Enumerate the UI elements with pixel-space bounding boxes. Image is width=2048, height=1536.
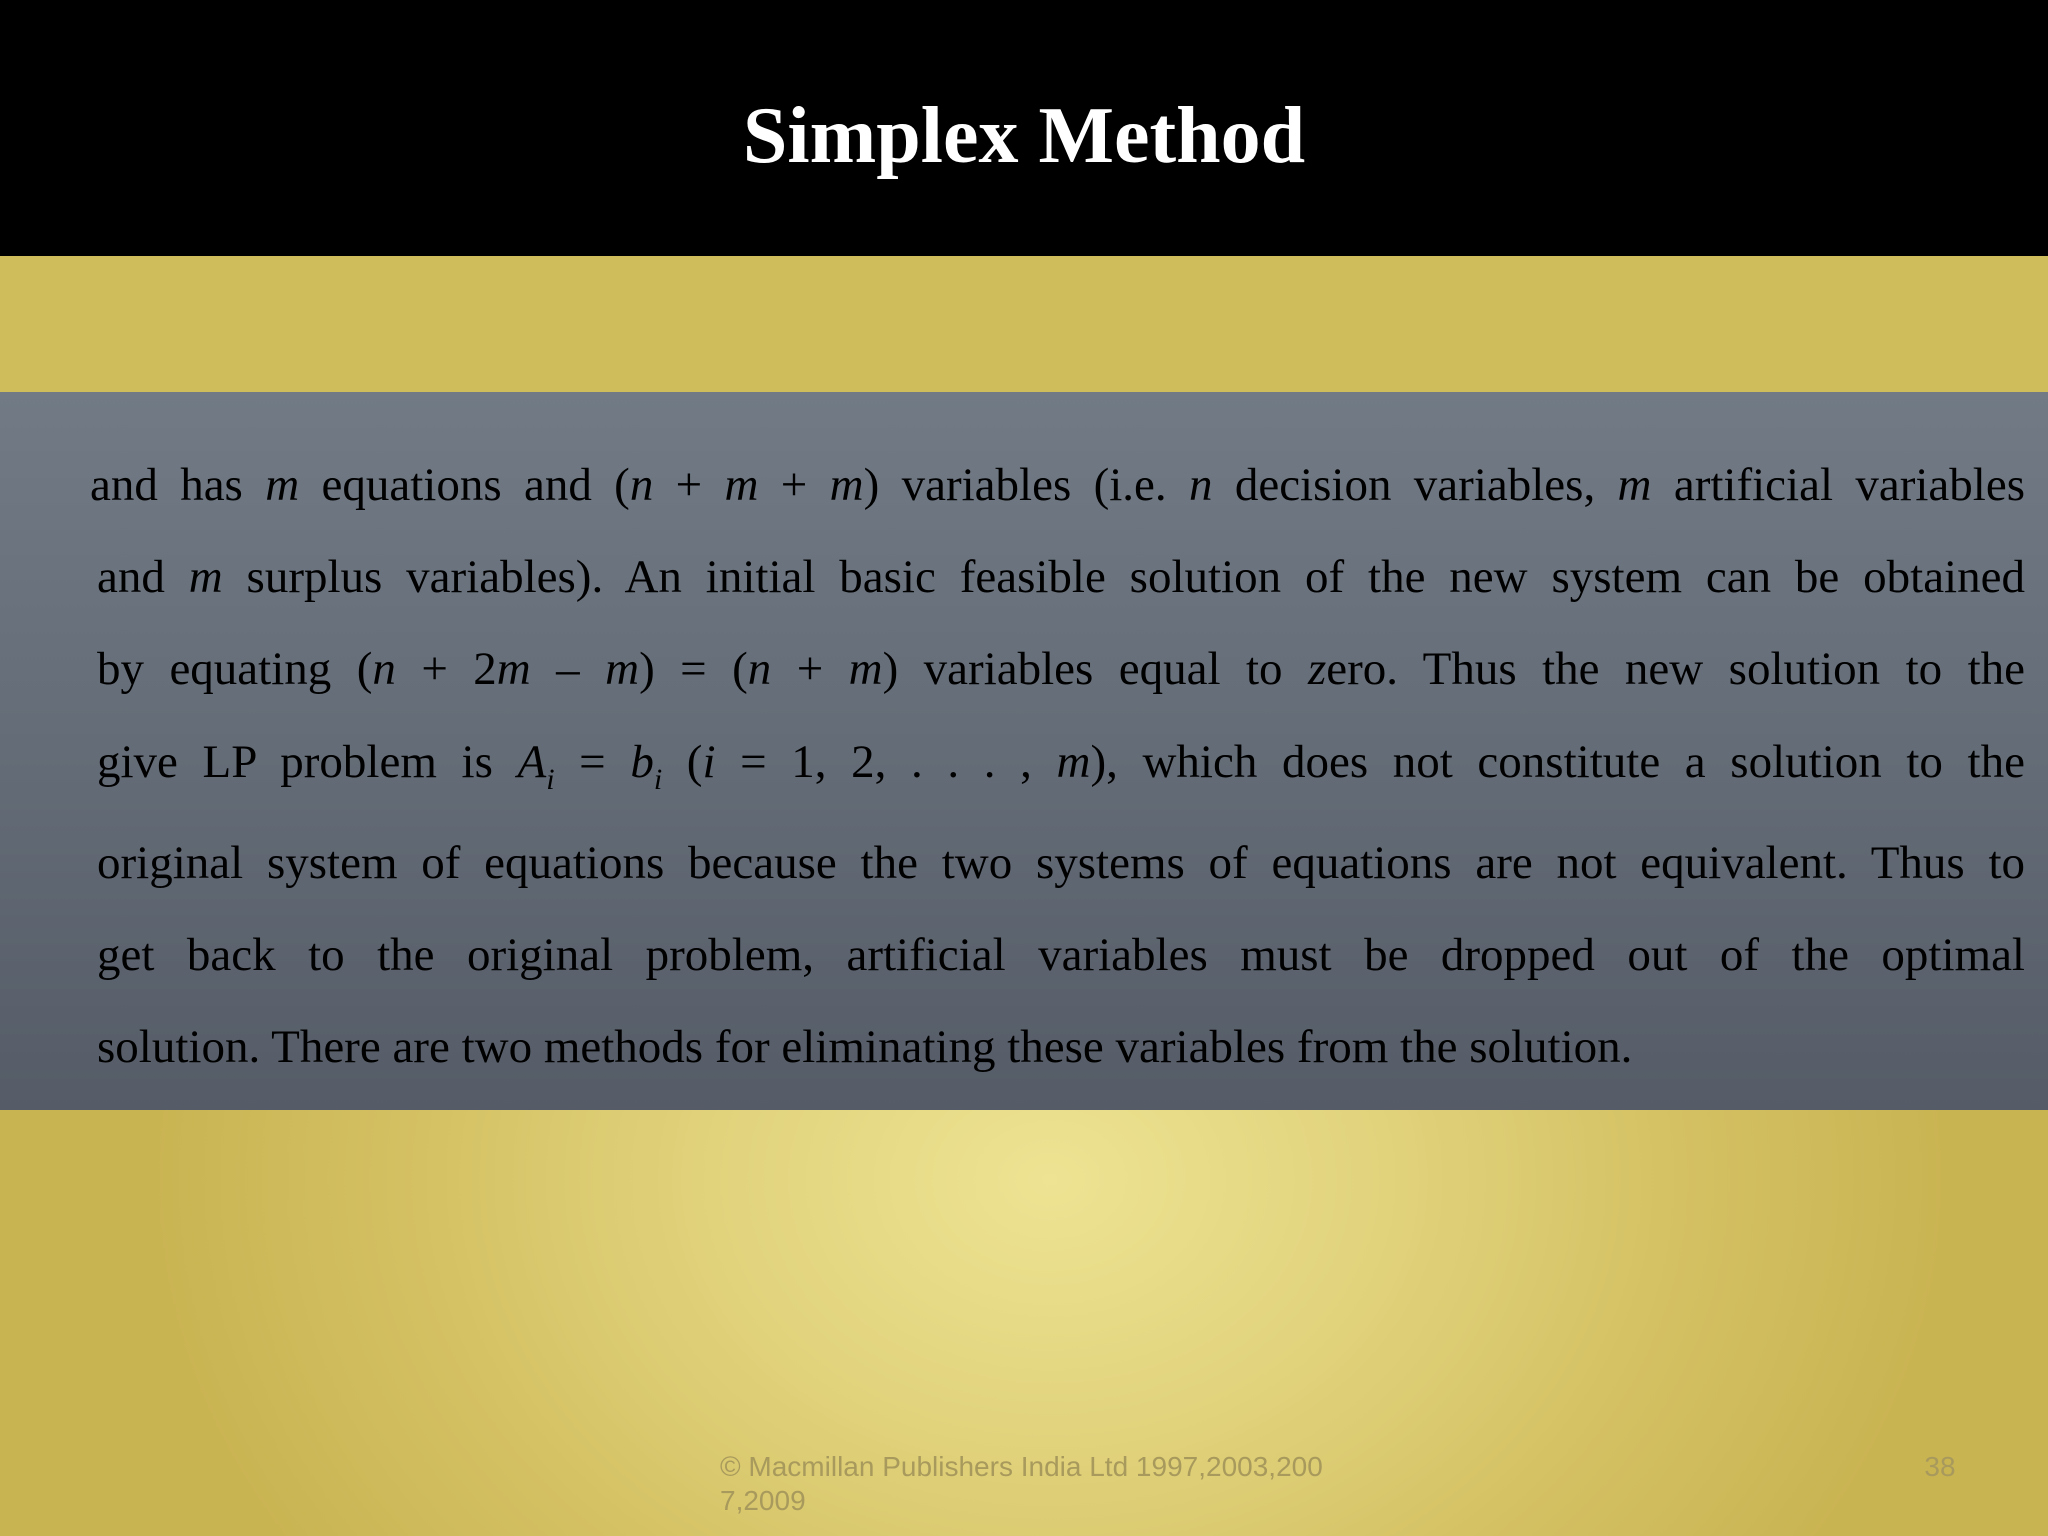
title-bar (0, 0, 2048, 256)
paragraph-line-2: and m surplus variables). An initial basic feasible solution of the new system can be obtained (97, 551, 2025, 603)
paragraph-line-4: give LP problem is $A_i = b_i$ (i = 1, 2, . . . , m), which does not constitute a solution to the (97, 736, 2025, 796)
paragraph-line-6: get back to the original problem, artificial variables must be dropped out of the optimal (97, 929, 2025, 981)
paragraph-line-5: original system of equations because the two systems of equations are not equivalent. Thus to (97, 837, 2025, 889)
slide-title: Simplex Method (742, 92, 1306, 180)
paragraph-line-7: solution. There are two methods for eliminating these variables from the solution. (97, 1021, 1633, 1073)
decorative-band (0, 256, 2048, 392)
content-panel (0, 392, 2048, 1110)
copyright-footer: © Macmillan Publishers India Ltd 1997,2003,2007,2009 (720, 1451, 1323, 1516)
paragraph-line-1: and has m equations and (n + m + m) variables (i.e. n decision variables, m artificial variables (90, 459, 2025, 511)
page-number: 38 (1924, 1451, 1956, 1482)
paragraph-line-3: by equating (n + 2m – m) = (n + m) variables equal to zero. Thus the new solution to the (97, 643, 2025, 695)
